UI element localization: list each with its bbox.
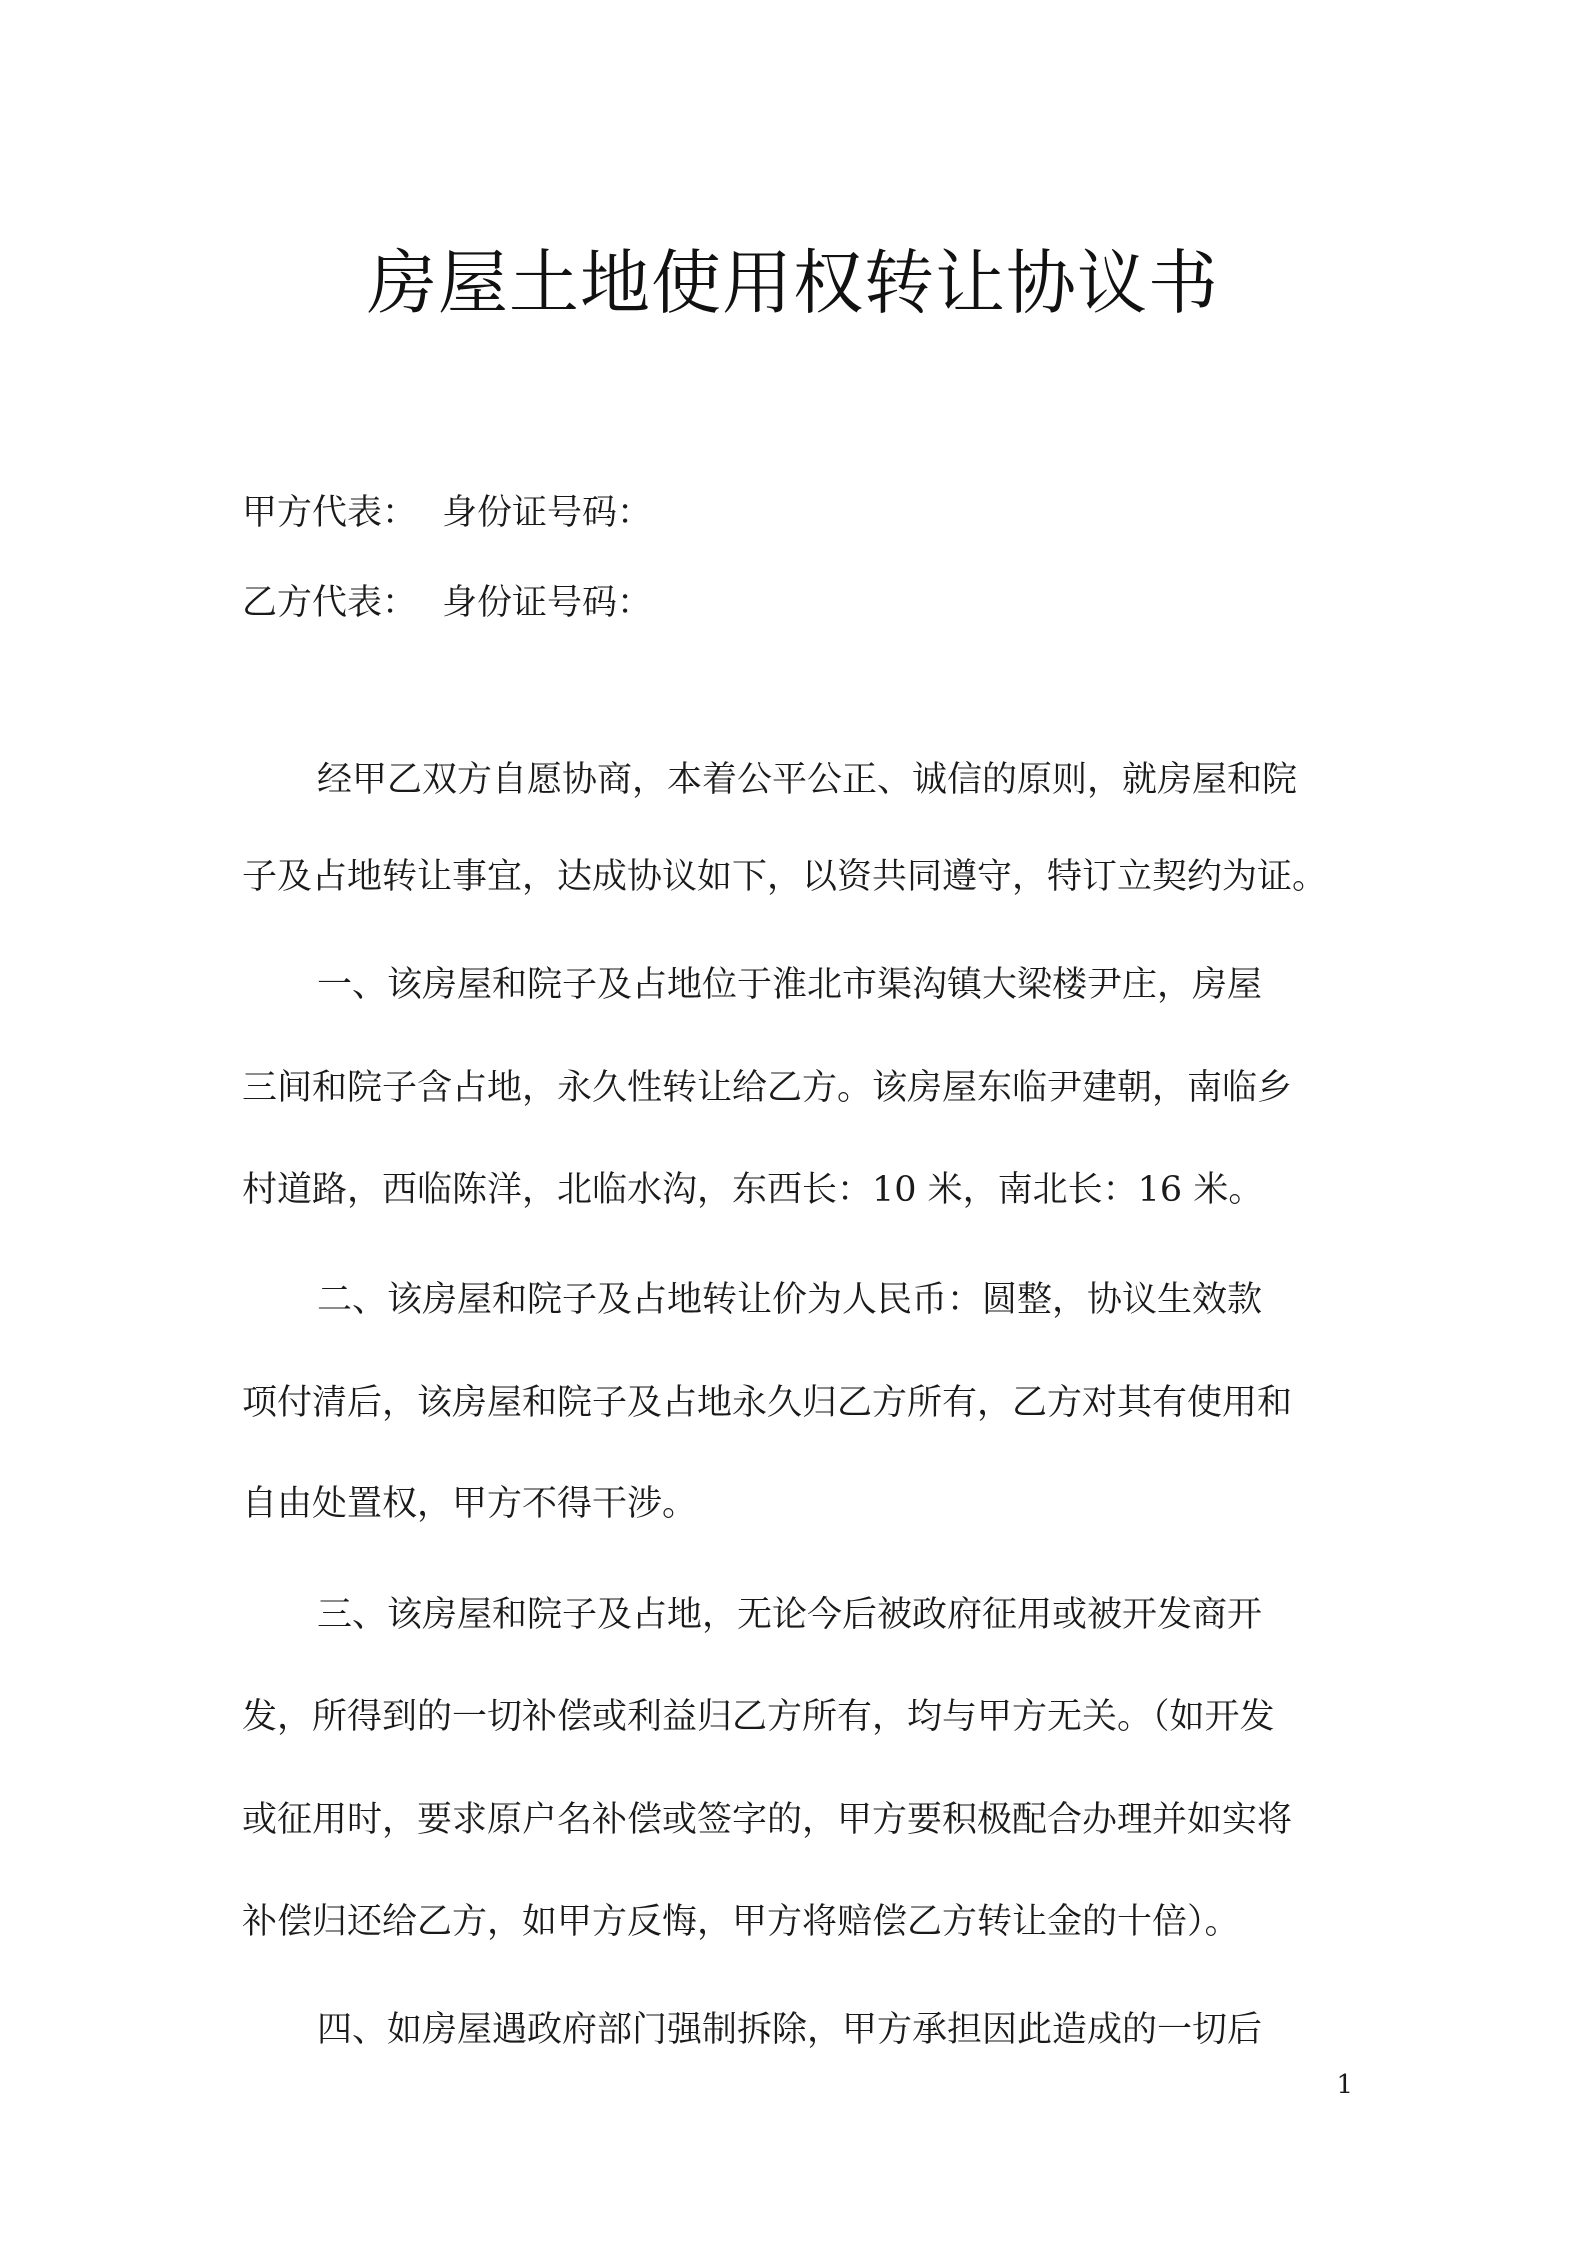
text-line: 三、该房屋和院子及占地，无论今后被政府征用或被开发商开 <box>317 1595 1263 1635</box>
text-line: 项付清后，该房屋和院子及占地永久归乙方所有，乙方对其有使用和 <box>242 1383 1293 1423</box>
document-title: 房屋土地使用权转让协议书 <box>367 242 1219 324</box>
text-line: 发，所得到的一切补偿或利益归乙方所有，均与甲方无关。（如开发 <box>242 1697 1275 1737</box>
text-line: 四、如房屋遇政府部门强制拆除，甲方承担因此造成的一切后 <box>317 2010 1263 2050</box>
text-line: 二、该房屋和院子及占地转让价为人民币：圆整，协议生效款 <box>317 1280 1263 1320</box>
text-line: 子及占地转让事宜，达成协议如下，以资共同遵守，特订立契约为证。 <box>242 857 1328 897</box>
text-line: 经甲乙双方自愿协商，本着公平公正、诚信的原则，就房屋和院 <box>317 760 1298 800</box>
party-b-id-label: 身份证号码： <box>442 583 653 623</box>
text-line: 补偿归还给乙方，如甲方反悔，甲方将赔偿乙方转让金的十倍）。 <box>242 1902 1240 1942</box>
party-a-row <box>242 488 652 538</box>
text-line: 或征用时，要求原户名补偿或签字的，甲方要积极配合办理并如实将 <box>242 1800 1293 1840</box>
page-number: 1 <box>1336 2070 1353 2100</box>
text-line: 村道路，西临陈洋，北临水沟，东西长：10 米，南北长：16 米。 <box>242 1170 1264 1210</box>
party-b-label: 乙方代表： <box>242 583 418 623</box>
party-a-label: 甲方代表： <box>242 493 418 533</box>
party-b-row <box>242 578 652 628</box>
party-a-id-label: 身份证号码： <box>442 493 653 533</box>
text-line: 一、该房屋和院子及占地位于淮北市渠沟镇大梁楼尹庄，房屋 <box>317 965 1263 1005</box>
text-line: 三间和院子含占地，永久性转让给乙方。该房屋东临尹建朝，南临乡 <box>242 1068 1293 1108</box>
text-line: 自由处置权，甲方不得干涉。 <box>242 1484 698 1524</box>
